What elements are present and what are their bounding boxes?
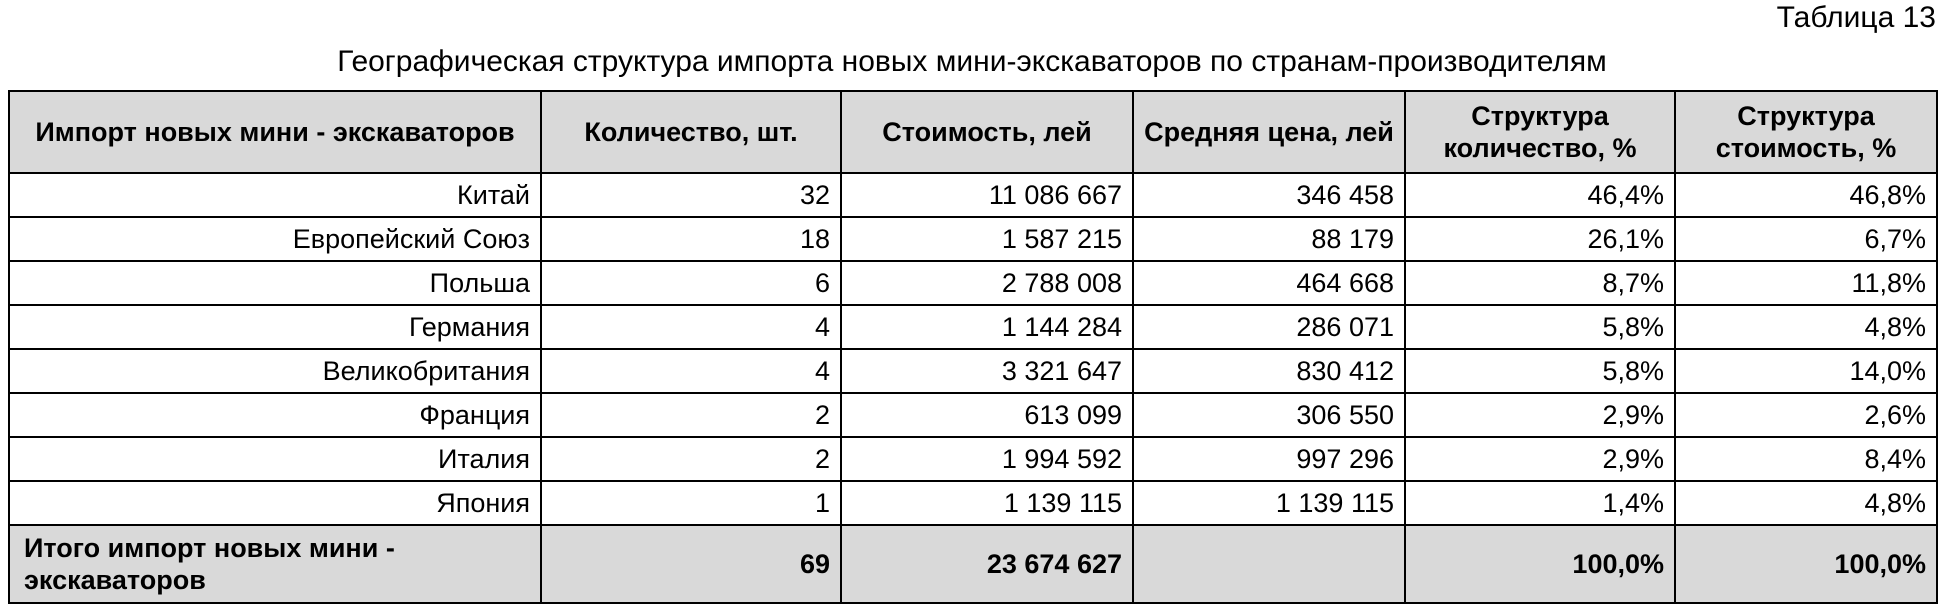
cell-share-value: 4,8% [1675, 305, 1937, 349]
column-header-share-quantity: Структура количество, % [1405, 91, 1675, 173]
table-header [9, 91, 1937, 173]
import-structure-table [8, 90, 1938, 604]
cell-total-quantity: 69 [541, 525, 841, 603]
cell-average-price: 88 179 [1133, 217, 1405, 261]
data-table-container [8, 90, 1936, 604]
cell-quantity: 32 [541, 173, 841, 217]
cell-share-value: 4,8% [1675, 481, 1937, 525]
cell-share-value: 2,6% [1675, 393, 1937, 437]
cell-country: Италия [9, 437, 541, 481]
cell-quantity: 2 [541, 393, 841, 437]
cell-average-price: 830 412 [1133, 349, 1405, 393]
cell-share-value: 8,4% [1675, 437, 1937, 481]
cell-value: 613 099 [841, 393, 1133, 437]
cell-quantity: 6 [541, 261, 841, 305]
cell-value: 1 139 115 [841, 481, 1133, 525]
cell-value: 3 321 647 [841, 349, 1133, 393]
table-total-row [9, 525, 1937, 603]
cell-average-price: 464 668 [1133, 261, 1405, 305]
cell-country: Великобритания [9, 349, 541, 393]
cell-quantity: 2 [541, 437, 841, 481]
page-title: Географическая структура импорта новых мини-экскаваторов по странам-производителям [337, 45, 1607, 78]
cell-share-value: 46,8% [1675, 173, 1937, 217]
table-row [9, 305, 1937, 349]
cell-share-value: 14,0% [1675, 349, 1937, 393]
cell-country: Китай [9, 173, 541, 217]
cell-quantity: 18 [541, 217, 841, 261]
column-header-value: Стоимость, лей [841, 91, 1133, 173]
column-header-average-price: Средняя цена, лей [1133, 91, 1405, 173]
cell-share-value: 6,7% [1675, 217, 1937, 261]
cell-value: 2 788 008 [841, 261, 1133, 305]
cell-average-price: 1 139 115 [1133, 481, 1405, 525]
cell-average-price: 346 458 [1133, 173, 1405, 217]
table-row [9, 173, 1937, 217]
cell-value: 11 086 667 [841, 173, 1133, 217]
cell-share-quantity: 1,4% [1405, 481, 1675, 525]
column-header-share-value: Структура стоимость, % [1675, 91, 1937, 173]
cell-country: Германия [9, 305, 541, 349]
table-row [9, 393, 1937, 437]
cell-country: Франция [9, 393, 541, 437]
cell-country: Европейский Союз [9, 217, 541, 261]
table-row [9, 349, 1937, 393]
cell-share-quantity: 2,9% [1405, 437, 1675, 481]
cell-share-quantity: 2,9% [1405, 393, 1675, 437]
table-number-label: Таблица 13 [1776, 1, 1936, 34]
cell-share-quantity: 46,4% [1405, 173, 1675, 217]
column-header-name: Импорт новых мини - экскаваторов [9, 91, 541, 173]
cell-value: 1 144 284 [841, 305, 1133, 349]
cell-share-quantity: 5,8% [1405, 305, 1675, 349]
cell-quantity: 4 [541, 305, 841, 349]
cell-average-price: 997 296 [1133, 437, 1405, 481]
cell-total-label: Итого импорт новых мини - экскаваторов [9, 525, 541, 603]
cell-average-price: 286 071 [1133, 305, 1405, 349]
cell-country: Япония [9, 481, 541, 525]
cell-quantity: 4 [541, 349, 841, 393]
cell-share-quantity: 8,7% [1405, 261, 1675, 305]
cell-share-quantity: 26,1% [1405, 217, 1675, 261]
cell-share-value: 11,8% [1675, 261, 1937, 305]
cell-value: 1 994 592 [841, 437, 1133, 481]
table-body [9, 173, 1937, 603]
cell-total-average-price [1133, 525, 1405, 603]
cell-country: Польша [9, 261, 541, 305]
cell-value: 1 587 215 [841, 217, 1133, 261]
table-row [9, 437, 1937, 481]
cell-average-price: 306 550 [1133, 393, 1405, 437]
cell-quantity: 1 [541, 481, 841, 525]
table-header-row [9, 91, 1937, 173]
cell-total-share-value: 100,0% [1675, 525, 1937, 603]
table-row [9, 217, 1937, 261]
table-row [9, 261, 1937, 305]
cell-total-value: 23 674 627 [841, 525, 1133, 603]
cell-share-quantity: 5,8% [1405, 349, 1675, 393]
cell-total-share-quantity: 100,0% [1405, 525, 1675, 603]
column-header-quantity: Количество, шт. [541, 91, 841, 173]
table-row [9, 481, 1937, 525]
